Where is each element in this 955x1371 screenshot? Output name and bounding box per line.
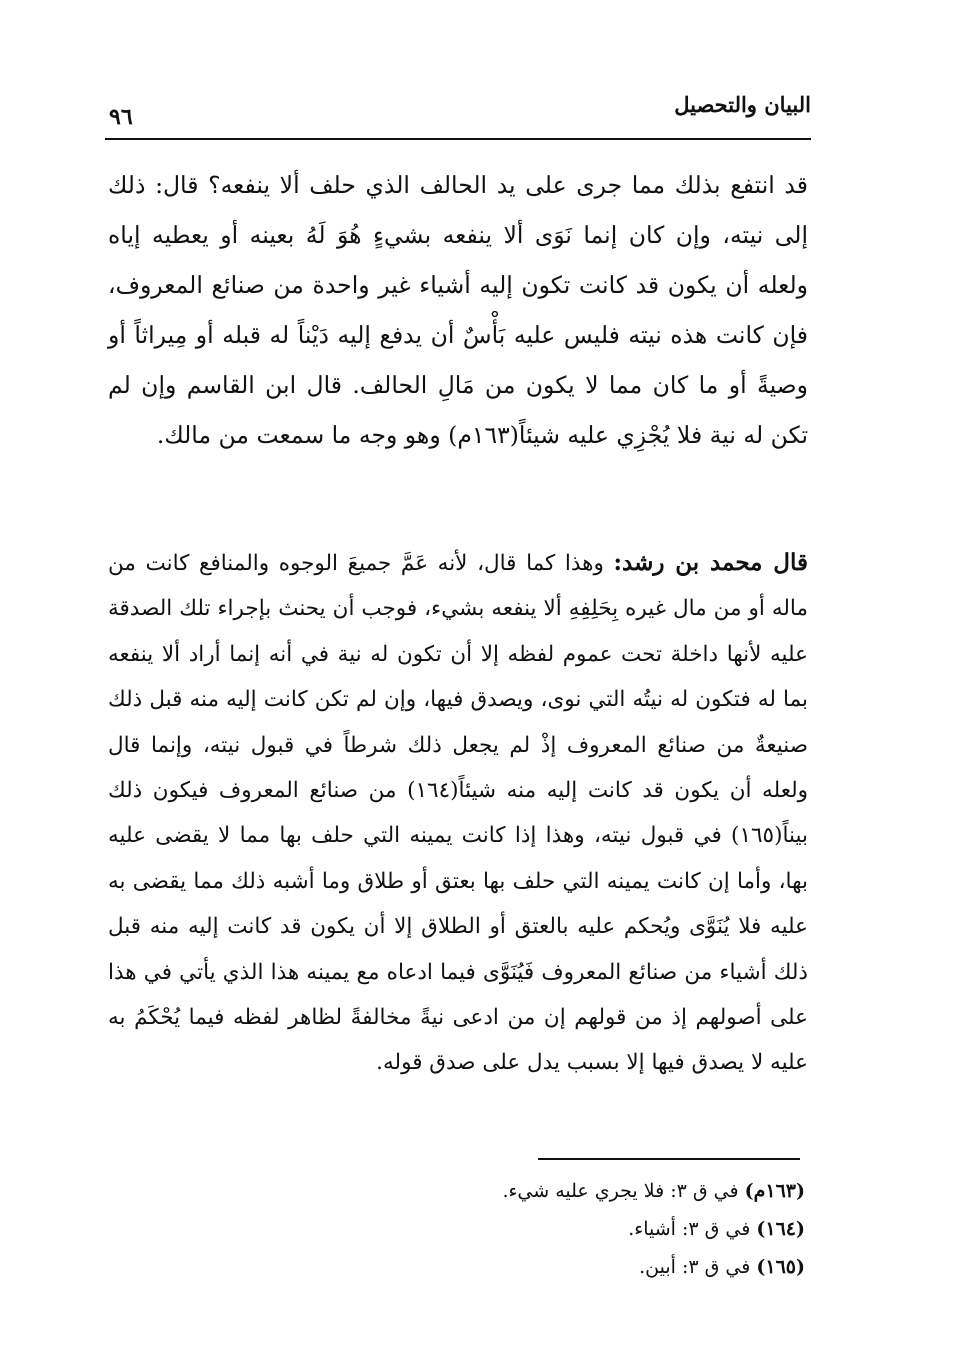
header-rule (105, 138, 811, 140)
footnote-ref: (١٦٤) (756, 1218, 805, 1240)
footnote-text: في ق ٣: أشياء. (628, 1218, 757, 1240)
running-header (105, 88, 811, 138)
footnote-165 (385, 1248, 805, 1286)
footnote-text: في ق ٣: أبين. (639, 1256, 757, 1278)
footnote-ref: (١٦٥) (756, 1256, 805, 1278)
footnote-text: في ق ٣: فلا يجري عليه شيء. (502, 1180, 745, 1202)
book-title: البيان والتحصيل (674, 92, 811, 117)
paragraph-2-text: وهذا كما قال، لأنه عَمَّ جميعَ الوجوه والمنافع كانت من ماله أو من مال غيره بِحَلِفِهِ ألا ينفعه بشيء، فوجب أن يحنث بإجراء تلك الصدقة عليه لأنها داخلة تحت عموم لفظه إلا أن تكون له نية في أنه إنما أراد ألا ينفعه بما له فتكون له نيتُه التي نوى، ويصدق فيها، وإن لم تكن كانت إليه منه قبل ذلك صنيعةٌ من صنائع المعروف إذْ لم يجعل ذلك شرطاً في قبول نيته، وإنما قال ولعله أن يكون قد كانت إليه منه شيئاً(١٦٤) من صنائع المعروف فيكون ذلك بيناً(١٦٥) في قبول نيته، وهذا إذا كانت يمينه التي حلف بها مما لا يقضى عليه بها، وأما إن كانت يمينه التي حلف بها بعتق أو طلاق وما أشبه ذلك مما يقضى به عليه فلا يُنَوَّى ويُحكم عليه بالعتق أو الطلاق إلا أن يكون قد كانت إليه منه قبل ذلك أشياء من صنائع المعروف فَيُنَوَّى فيما ادعاه مع يمينه هذا الذي يأتي في هذا على أصولهم إذ من قولهم إن من ادعى نيةً مخالفةً لظاهر لفظه فيما يُحْكَمُ به عليه لا يصدق فيها إلا بسبب يدل على صدق قوله. (108, 551, 808, 1076)
footnote-ref: (١٦٣م) (744, 1180, 805, 1202)
footnote-164 (385, 1210, 805, 1248)
commentator-label: قال محمد بن رشد: (613, 549, 808, 576)
page-number: ٩٦ (109, 104, 133, 130)
paragraph-2 (108, 540, 808, 1086)
paragraph-1-text: قد انتفع بذلك مما جرى على يد الحالف الذي حلف ألا ينفعه؟ قال: ذلك إلى نيته، وإن كان إنما نَوَى ألا ينفعه بشيءٍ هُوَ لَهُ بعينه أو يعطيه إياه ولعله أن يكون قد كانت تكون إليه أشياء غير واحدة من صنائع المعروف، فإن كانت هذه نيته فليس عليه بَأْسٌ أن يدفع إليه دَيْناً له قبله أو مِيراثاً أو وصيةً أو ما كان مما لا يكون من مَالِ الحالف. قال ابن القاسم وإن لم تكن له نية فلا يُجْزِي عليه شيئاً(١٦٣م) وهو وجه ما سمعت من مالك. (108, 171, 808, 449)
footnote-rule (538, 1158, 800, 1160)
footnotes (385, 1172, 805, 1286)
footnote-163m (385, 1172, 805, 1210)
paragraph-1 (108, 160, 808, 460)
